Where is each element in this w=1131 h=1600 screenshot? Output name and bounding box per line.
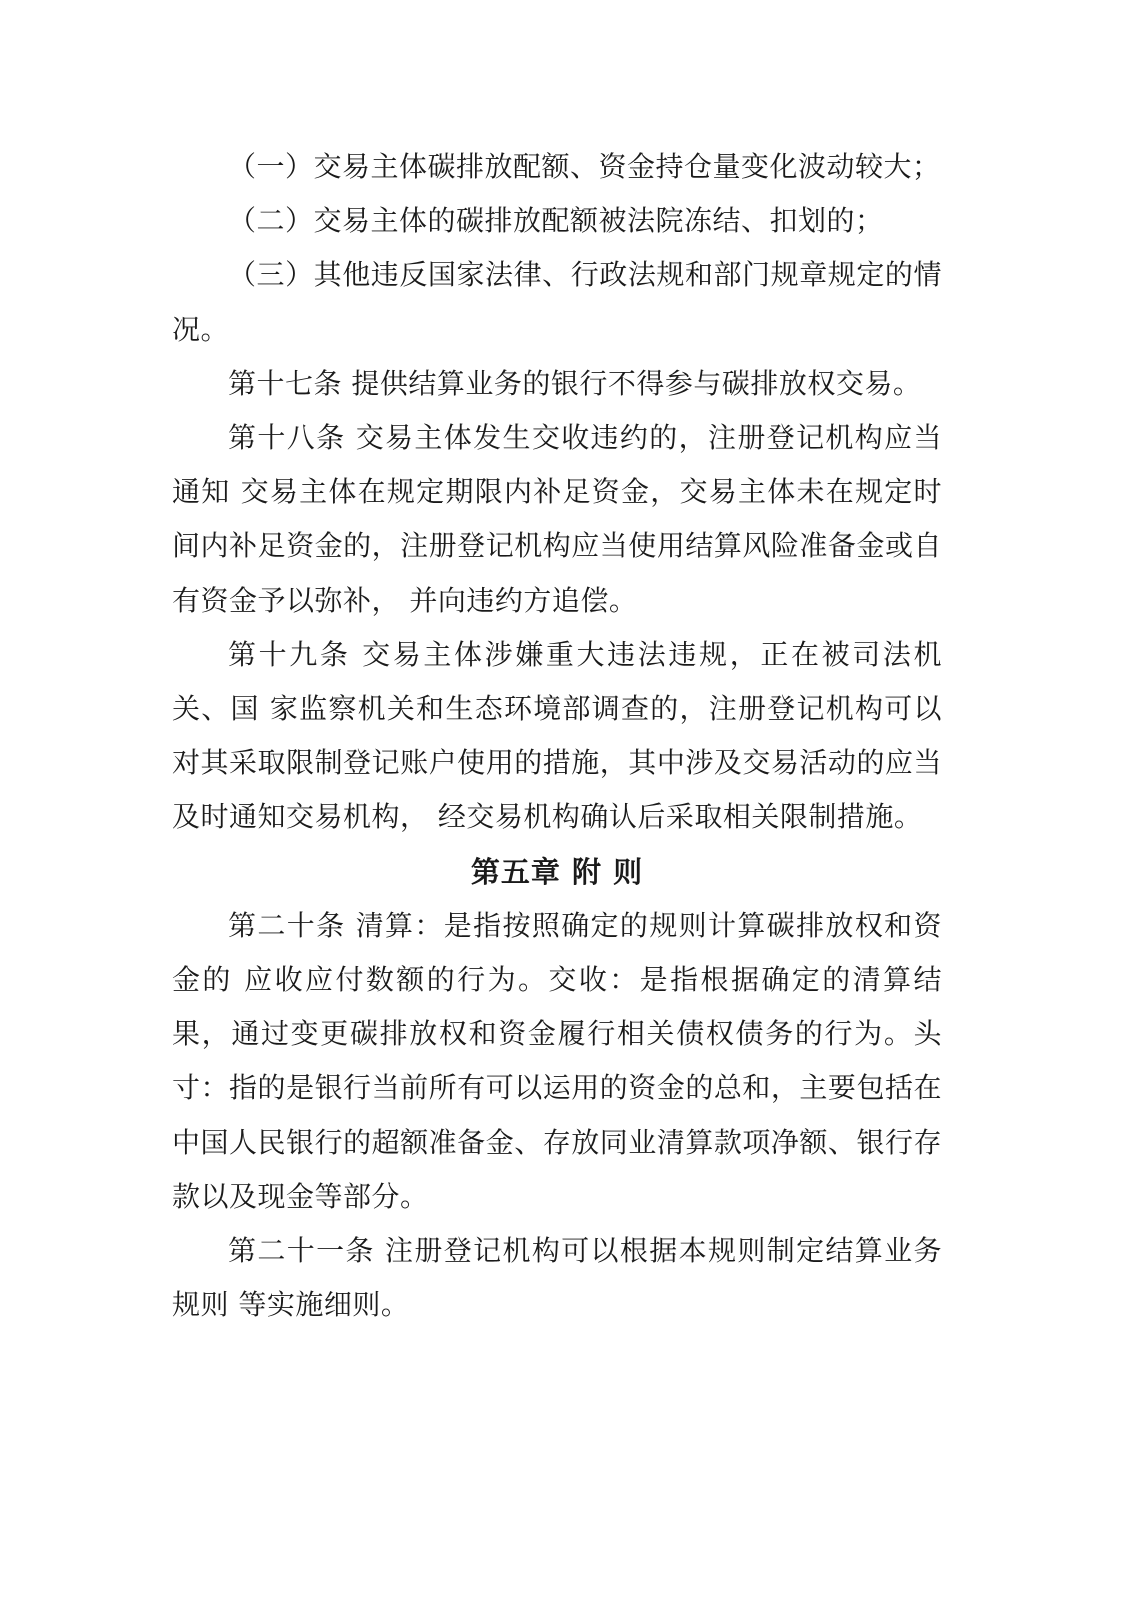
clause-item-3: （三）其他违反国家法律、行政法规和部门规章规定的情况。 <box>172 258 942 346</box>
article-17: 第十七条 提供结算业务的银行不得参与碳排放权交易。 <box>228 366 922 400</box>
article-21: 第二十一条 注册登记机构可以根据本规则制定结算业务规则 等实施细则。 <box>172 1234 942 1322</box>
document-body <box>172 140 942 1332</box>
clause-item-2: （二）交易主体的碳排放配额被法院冻结、扣划的； <box>228 204 884 238</box>
article-18: 第十八条 交易主体发生交收违约的，注册登记机构应当通知 交易主体在规定期限内补足资金，交易主体未在规定时间内补足资金的，注册登记机构应当使用结算风险准备金或自有资金予以弥补， 并向违约方追偿。 <box>172 421 942 617</box>
article-20: 第二十条 清算：是指按照确定的规则计算碳排放权和资金的 应收应付数额的行为。交收：是指根据确定的清算结果，通过变更碳排放权和资金履行相关债权债务的行为。头寸：指的是银行当前所有可以运用的资金的总和，主要包括在中国人民银行的超额准备金、存放同业清算款项净额、银行存款以及现金等部分。 <box>172 908 942 1213</box>
clause-item-1: （一）交易主体碳排放配额、资金持仓量变化波动较大； <box>228 150 941 183</box>
chapter-title: 第五章 附 则 <box>470 854 644 889</box>
article-19: 第十九条 交易主体涉嫌重大违法违规，正在被司法机关、国 家监察机关和生态环境部调查的，注册登记机构可以对其采取限制登记账户使用的措施，其中涉及交易活动的应当及时通知交易机构， 经交易机构确认后采取相关限制措施。 <box>172 637 942 834</box>
